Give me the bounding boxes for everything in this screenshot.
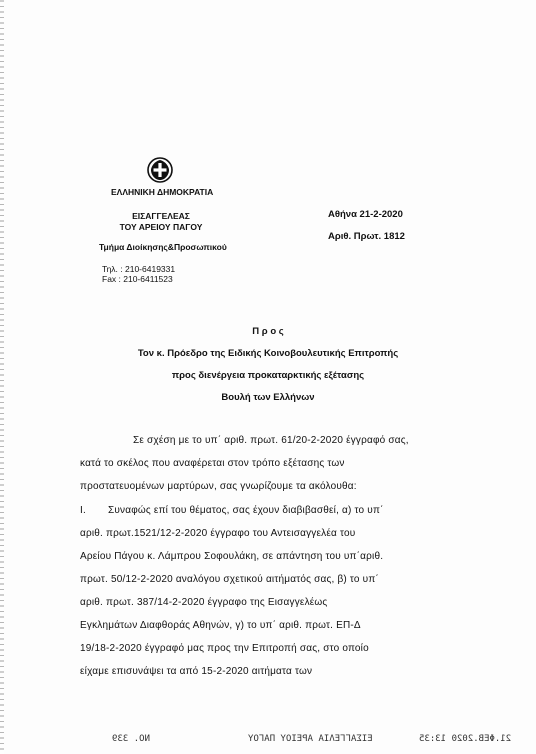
fax: Fax : 210-6411523 <box>102 274 173 284</box>
recipient-line-1: Τον κ. Πρόεδρο της Ειδικής Κοινοβουλευτικής Επιτροπής <box>137 348 399 359</box>
recipient-line-2: προς διενέργεια προκαταρκτικής εξέτασης <box>171 370 365 381</box>
body-line: Σε σχέση με το υπ΄ αριθ. πρωτ. 61/20-2-2020 έγγραφό σας, <box>133 435 409 446</box>
stamp-number: ΝΟ. 339 <box>112 734 150 744</box>
recipient-to: Π ρ ο ς <box>252 326 284 337</box>
greek-emblem-icon <box>147 157 173 183</box>
body-line: αριθ. πρωτ.1521/12-2-2020 έγγραφο του Αντεισαγγελέα του <box>80 528 356 539</box>
body-line: προστατευομένων μαρτύρων, σας γνωρίζουμε τα ακόλουθα: <box>80 481 357 492</box>
country-name: ΕΛΛΗΝΙΚΗ ΔΗΜΟΚΡΑΤΙΑ <box>111 187 214 197</box>
body-line: Συναφώς επί του θέματος, σας έχουν διαβιβασθεί, α) το υπ΄ <box>108 505 384 516</box>
office-line-1: ΕΙΣΑΓΓΕΛΕΑΣ <box>132 211 190 221</box>
body-line: κατά το σκέλος που αναφέρεται στον τρόπο εξέτασης των <box>80 458 345 469</box>
department: Τμήμα Διοίκησης&Προσωπικού <box>99 242 227 252</box>
stamp-office: ΕΙΣΑΓΓΕΛΙΑ ΑΡΕΙΟΥ ΠΑΓΟΥ <box>248 734 373 744</box>
protocol-number: Αριθ. Πρωτ. 1812 <box>328 231 405 242</box>
office-line-2: ΤΟΥ ΑΡΕΙΟΥ ΠΑΓΟΥ <box>119 222 203 232</box>
document-date: Αθήνα 21-2-2020 <box>328 209 403 220</box>
stamp-datetime: 21.ΦΕΒ.2020 13:35 <box>419 734 512 744</box>
body-line: 19/18-2-2020 έγγραφό μας προς την Επιτροπή σας, στο οποίο <box>80 643 369 654</box>
body-line: αριθ. πρωτ. 387/14-2-2020 έγγραφο της Εισαγγελέως <box>80 597 328 608</box>
phone: Τηλ. : 210-6419331 <box>102 264 176 274</box>
body-line: πρωτ. 50/12-2-2020 αναλόγου σχετικού αιτήματός σας, β) το υπ΄ <box>80 574 379 585</box>
item-number: I. <box>80 505 86 516</box>
body-line: είχαμε επισυνάψει τα από 15-2-2020 αιτήματα των <box>80 666 313 677</box>
body-line: Εγκλημάτων Διαφθοράς Αθηνών, γ) το υπ΄ αριθ. πρωτ. ΕΠ-Δ <box>80 620 361 631</box>
recipient-line-3: Βουλή των Ελλήνων <box>221 392 315 403</box>
body-line: Αρείου Πάγου κ. Λάμπρου Σοφουλάκη, σε απάντηση του υπ΄αριθ. <box>80 551 384 562</box>
